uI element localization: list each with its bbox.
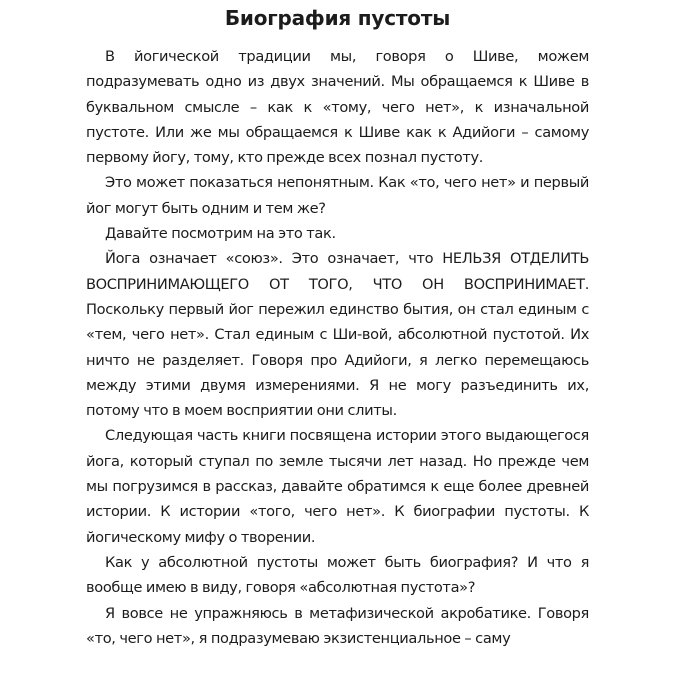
paragraph: В йогической традиции мы, говоря о Шиве, можем подразумевать одно из двух значений. Мы обращаемся к Шиве в буквальном смысле – как к «тому, чего нет», к изначальной пустоте. Или же мы обращаемся к Шиве как к Адийоги – самому первому йогу, тому, кто прежде всех познал пустоту.	[86, 48, 589, 167]
paragraph: Йога означает «союз». Это означает, что НЕЛЬЗЯ ОТДЕЛИТЬ ВОСПРИНИМАЮЩЕГО ОТ ТОГО, ЧТО ОН ВОСПРИНИМАЕТ. Поскольку первый йог пережил единство бытия, он стал единым с «тем, чего нет». Стал единым с Ши-вой, абсолютной пустотой. Их ничто не разделяет. Говоря про Адийоги, я легко перемещаюсь между этими двумя измерениями. Я не могу разъединить их, потому что в моем восприятии они слиты.	[86, 250, 589, 420]
paragraph: Как у абсолютной пустоты может быть биография? И что я вообще имею в виду, говоря «абсолютная пустота»?	[86, 553, 589, 597]
body-text	[86, 44, 589, 651]
paragraph: Давайте посмотрим на это так.	[105, 225, 336, 243]
paragraph: Я вовсе не упражняюсь в метафизической акробатике. Говоря «то, чего нет», я подразумеваю экзистенциальное – саму	[86, 604, 589, 647]
paragraph: Следующая часть книги посвящена истории этого выдающегося йога, который ступал по земле тысячи лет назад. Но прежде чем мы погрузимся в рассказ, давайте обратимся к еще более древней истории. К истории «того, чего нет». К биографии пустоты. К йогическому мифу о творении.	[86, 427, 589, 546]
chapter-title: Биография пустоты	[224, 6, 451, 30]
paragraph: Это может показаться непонятным. Как «то, чего нет» и первый йог могут быть одним и тем же?	[86, 174, 589, 217]
